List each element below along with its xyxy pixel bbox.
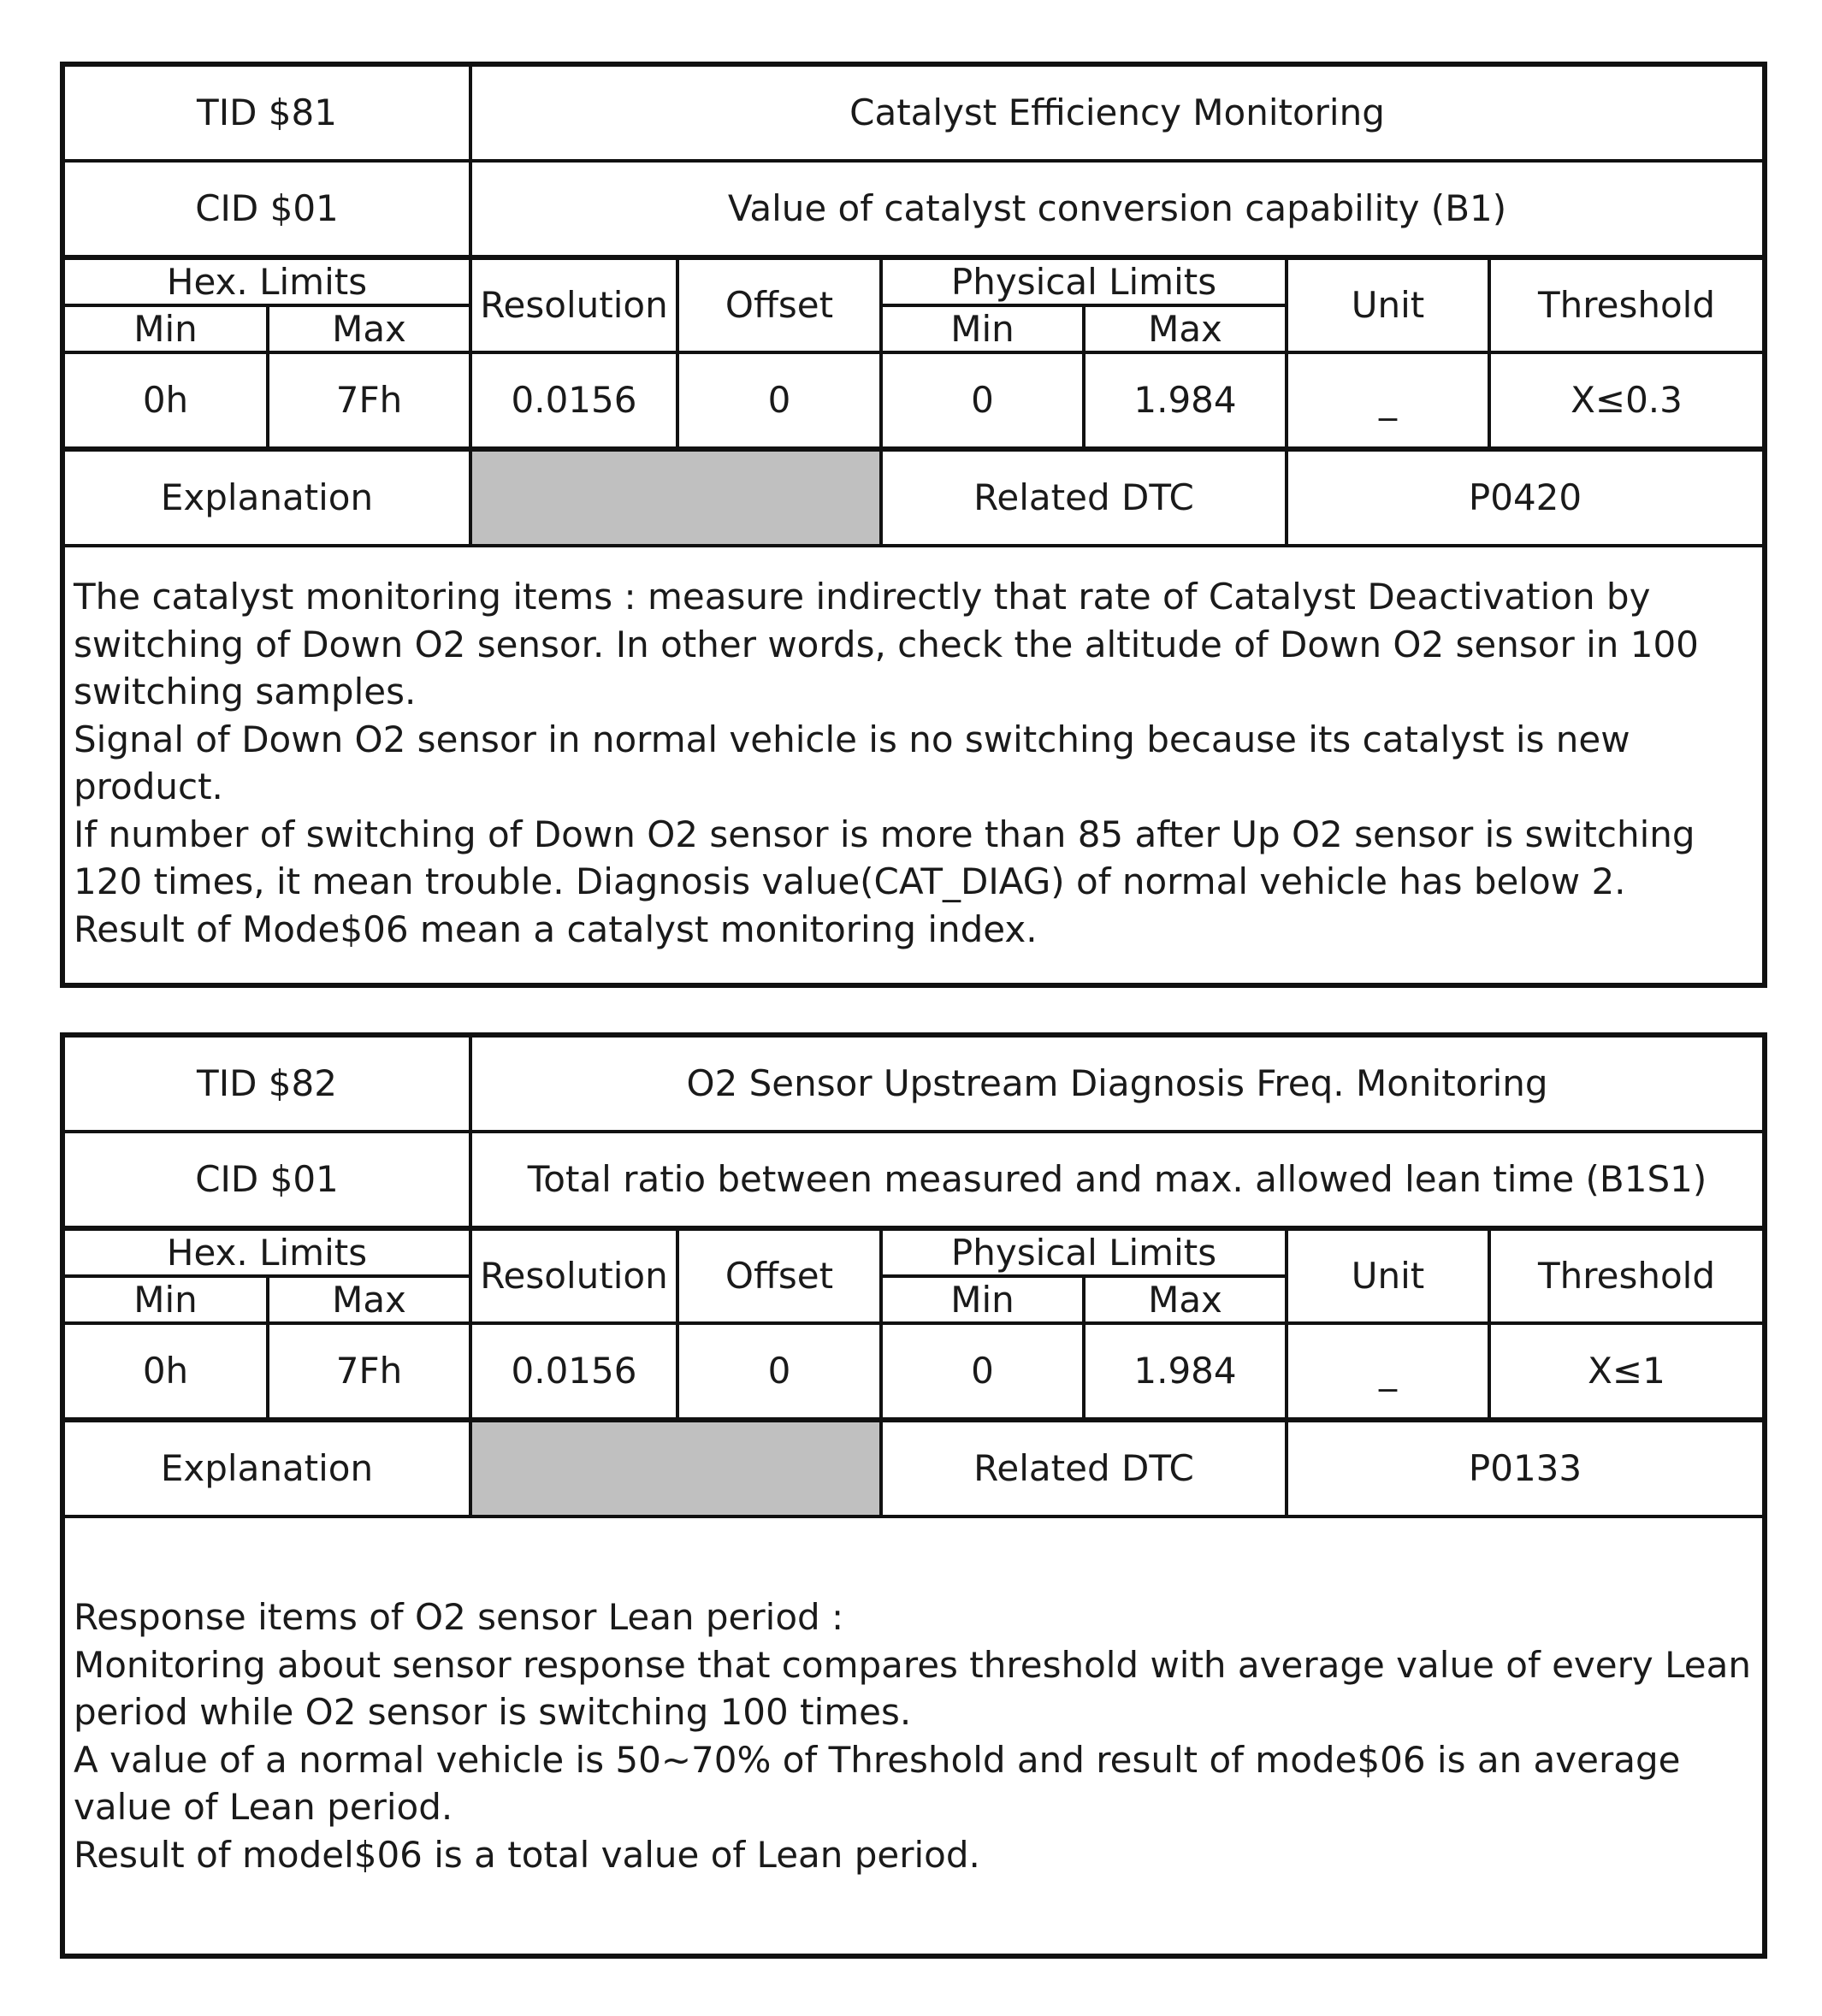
hex-min-header: Min <box>65 1276 268 1323</box>
related-dtc-value: P0133 <box>1287 1420 1762 1516</box>
hex-limits-header: Hex. Limits <box>65 1228 470 1276</box>
tid-title: O2 Sensor Upstream Diagnosis Freq. Monitoring <box>470 1038 1762 1132</box>
explanation-blank-cell <box>470 1420 881 1516</box>
related-dtc-label: Related DTC <box>881 449 1287 546</box>
explanation-line: A value of a normal vehicle is 50~70% of Threshold and result of mode$06 is an average value of Lean period. <box>74 1738 1692 1828</box>
offset-value: 0 <box>677 352 881 449</box>
explanation-line: If number of switching of Down O2 sensor is more than 85 after Up O2 sensor is switching 120 times, it mean trouble. Diagnosis value(CAT_DIAG) of normal vehicle has below 2. <box>74 813 1707 902</box>
explanation-line: Response items of O2 sensor Lean period : <box>74 1596 844 1638</box>
phys-max-header: Max <box>1084 305 1287 352</box>
phys-max-header: Max <box>1084 1276 1287 1323</box>
tid-label: TID $81 <box>65 67 470 161</box>
explanation-blank-cell <box>470 449 881 546</box>
related-dtc-label: Related DTC <box>881 1420 1287 1516</box>
cid-title: Total ratio between measured and max. allowed lean time (B1S1) <box>470 1132 1762 1228</box>
related-dtc-value: P0420 <box>1287 449 1762 546</box>
offset-header: Offset <box>677 257 881 352</box>
hex-min-value: 0h <box>65 352 268 449</box>
resolution-header: Resolution <box>470 1228 677 1323</box>
threshold-header: Threshold <box>1489 1228 1762 1323</box>
offset-value: 0 <box>677 1323 881 1420</box>
tid-82-table <box>65 1038 1762 1518</box>
tid-82-section <box>60 1032 1767 1959</box>
tid-label: TID $82 <box>65 1038 470 1132</box>
hex-max-header: Max <box>268 305 470 352</box>
phys-max-value: 1.984 <box>1084 352 1287 449</box>
explanation-label: Explanation <box>65 1420 470 1516</box>
phys-min-value: 0 <box>881 352 1084 449</box>
phys-min-value: 0 <box>881 1323 1084 1420</box>
explanation-line: Signal of Down O2 sensor in normal vehicle is no switching because its catalyst is new product. <box>74 718 1642 807</box>
explanation-line: The catalyst monitoring items : measure indirectly that rate of Catalyst Deactivation by switching of Down O2 sensor. In other words, check the altitude of Down O2 sensor in 100 switching samples. <box>74 576 1711 712</box>
hex-max-value: 7Fh <box>268 1323 470 1420</box>
resolution-value: 0.0156 <box>470 1323 677 1420</box>
hex-min-value: 0h <box>65 1323 268 1420</box>
threshold-value: X≤1 <box>1489 1323 1762 1420</box>
explanation-line: Monitoring about sensor response that compares threshold with average value of every Lean period while O2 sensor is switching 100 times. <box>74 1643 1763 1733</box>
resolution-header: Resolution <box>470 257 677 352</box>
phys-min-header: Min <box>881 1276 1084 1323</box>
phys-min-header: Min <box>881 305 1084 352</box>
cid-title: Value of catalyst conversion capability (B1) <box>470 161 1762 257</box>
unit-header: Unit <box>1287 1228 1489 1323</box>
hex-max-value: 7Fh <box>268 352 470 449</box>
physical-limits-header: Physical Limits <box>881 257 1287 305</box>
cid-label: CID $01 <box>65 161 470 257</box>
offset-header: Offset <box>677 1228 881 1323</box>
tid-81-table <box>65 67 1762 547</box>
resolution-value: 0.0156 <box>470 352 677 449</box>
tid-title: Catalyst Efficiency Monitoring <box>470 67 1762 161</box>
unit-value: _ <box>1287 1323 1489 1420</box>
tid-81-section <box>60 62 1767 988</box>
threshold-value: X≤0.3 <box>1489 352 1762 449</box>
phys-max-value: 1.984 <box>1084 1323 1287 1420</box>
unit-header: Unit <box>1287 257 1489 352</box>
threshold-header: Threshold <box>1489 257 1762 352</box>
hex-limits-header: Hex. Limits <box>65 257 470 305</box>
physical-limits-header: Physical Limits <box>881 1228 1287 1276</box>
explanation-text <box>65 1518 1762 1878</box>
unit-value: _ <box>1287 352 1489 449</box>
hex-max-header: Max <box>268 1276 470 1323</box>
explanation-line: Result of model$06 is a total value of Lean period. <box>74 1833 980 1876</box>
explanation-text <box>65 547 1762 953</box>
cid-label: CID $01 <box>65 1132 470 1228</box>
explanation-label: Explanation <box>65 449 470 546</box>
explanation-line: Result of Mode$06 mean a catalyst monitoring index. <box>74 907 1038 950</box>
hex-min-header: Min <box>65 305 268 352</box>
